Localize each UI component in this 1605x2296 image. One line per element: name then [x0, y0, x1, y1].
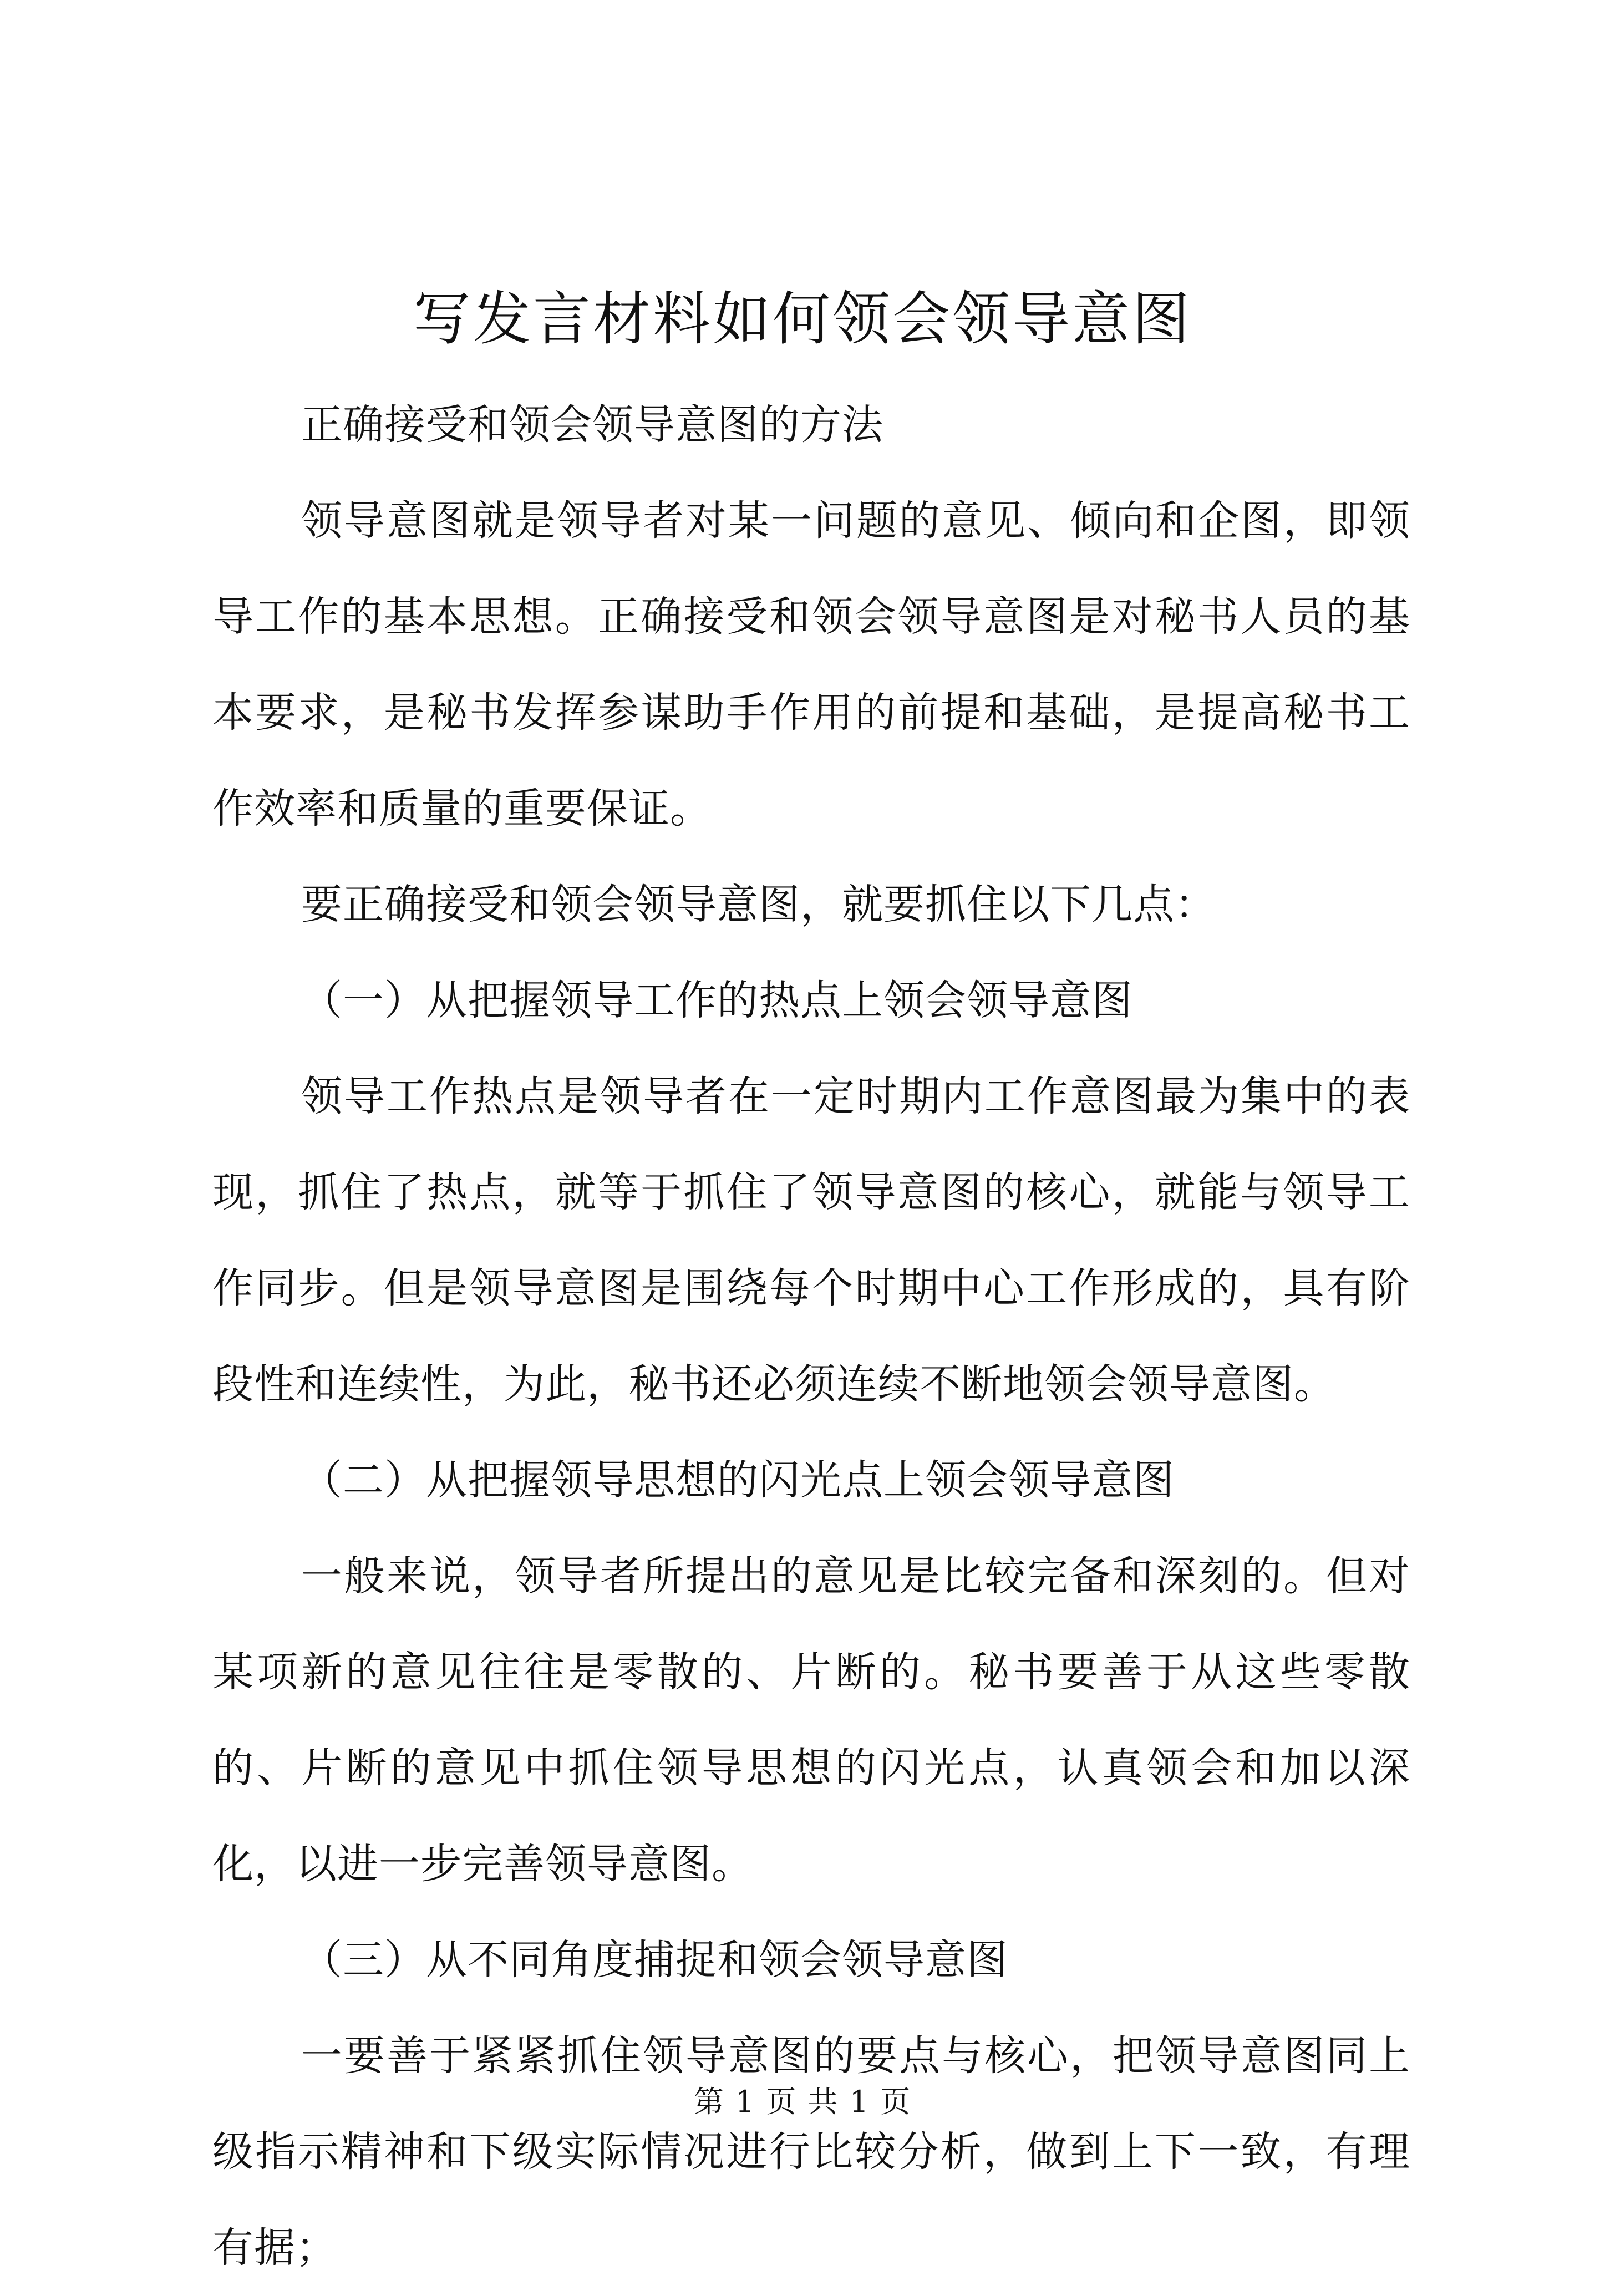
paragraph-point-3: 一要善于紧紧抓住领导意图的要点与核心，把领导意图同上级指示精神和下级实际情况进行比较分析，做到上下一致，有理有据； [212, 2032, 1410, 2272]
section-subtitle: 正确接受和领会领导意图的方法 [301, 401, 883, 449]
paragraph-intro-points: 要正确接受和领会领导意图，就要抓住以下几点： [301, 881, 1216, 928]
point-heading-3: （三）从不同角度捕捉和领会领导意图 [301, 1936, 1008, 1984]
paragraph-point-1: 领导工作热点是领导者在一定时期内工作意图最为集中的表现，抓住了热点，就等于抓住了领导意图的核心，就能与领导工作同步。但是领导意图是围绕每个时期中心工作形成的，具有阶段性和连续性，为此，秘书还必须连续不断地领会领导意图。 [212, 1073, 1410, 1408]
paragraph-point-2: 一般来说，领导者所提出的意见是比较完备和深刻的。但对某项新的意见往往是零散的、片断的。秘书要善于从这些零散的、片断的意见中抓住领导思想的闪光点，认真领会和加以深化，以进一步完善领导意图。 [212, 1552, 1410, 1888]
point-heading-2: （二）从把握领导思想的闪光点上领会领导意图 [301, 1456, 1175, 1504]
page-number-footer: 第 1 页 共 1 页 [693, 2084, 912, 2119]
point-heading-1: （一）从把握领导工作的热点上领会领导意图 [301, 977, 1133, 1024]
paragraph-definition: 领导意图就是领导者对某一问题的意见、倾向和企图，即领导工作的基本思想。正确接受和领会领导意图是对秘书人员的基本要求，是秘书发挥参谋助手作用的前提和基础，是提高秘书工作效率和质量的重要保证。 [212, 497, 1410, 832]
document-title: 写发言材料如何领会领导意图 [413, 285, 1192, 353]
document-body [212, 377, 1410, 2296]
